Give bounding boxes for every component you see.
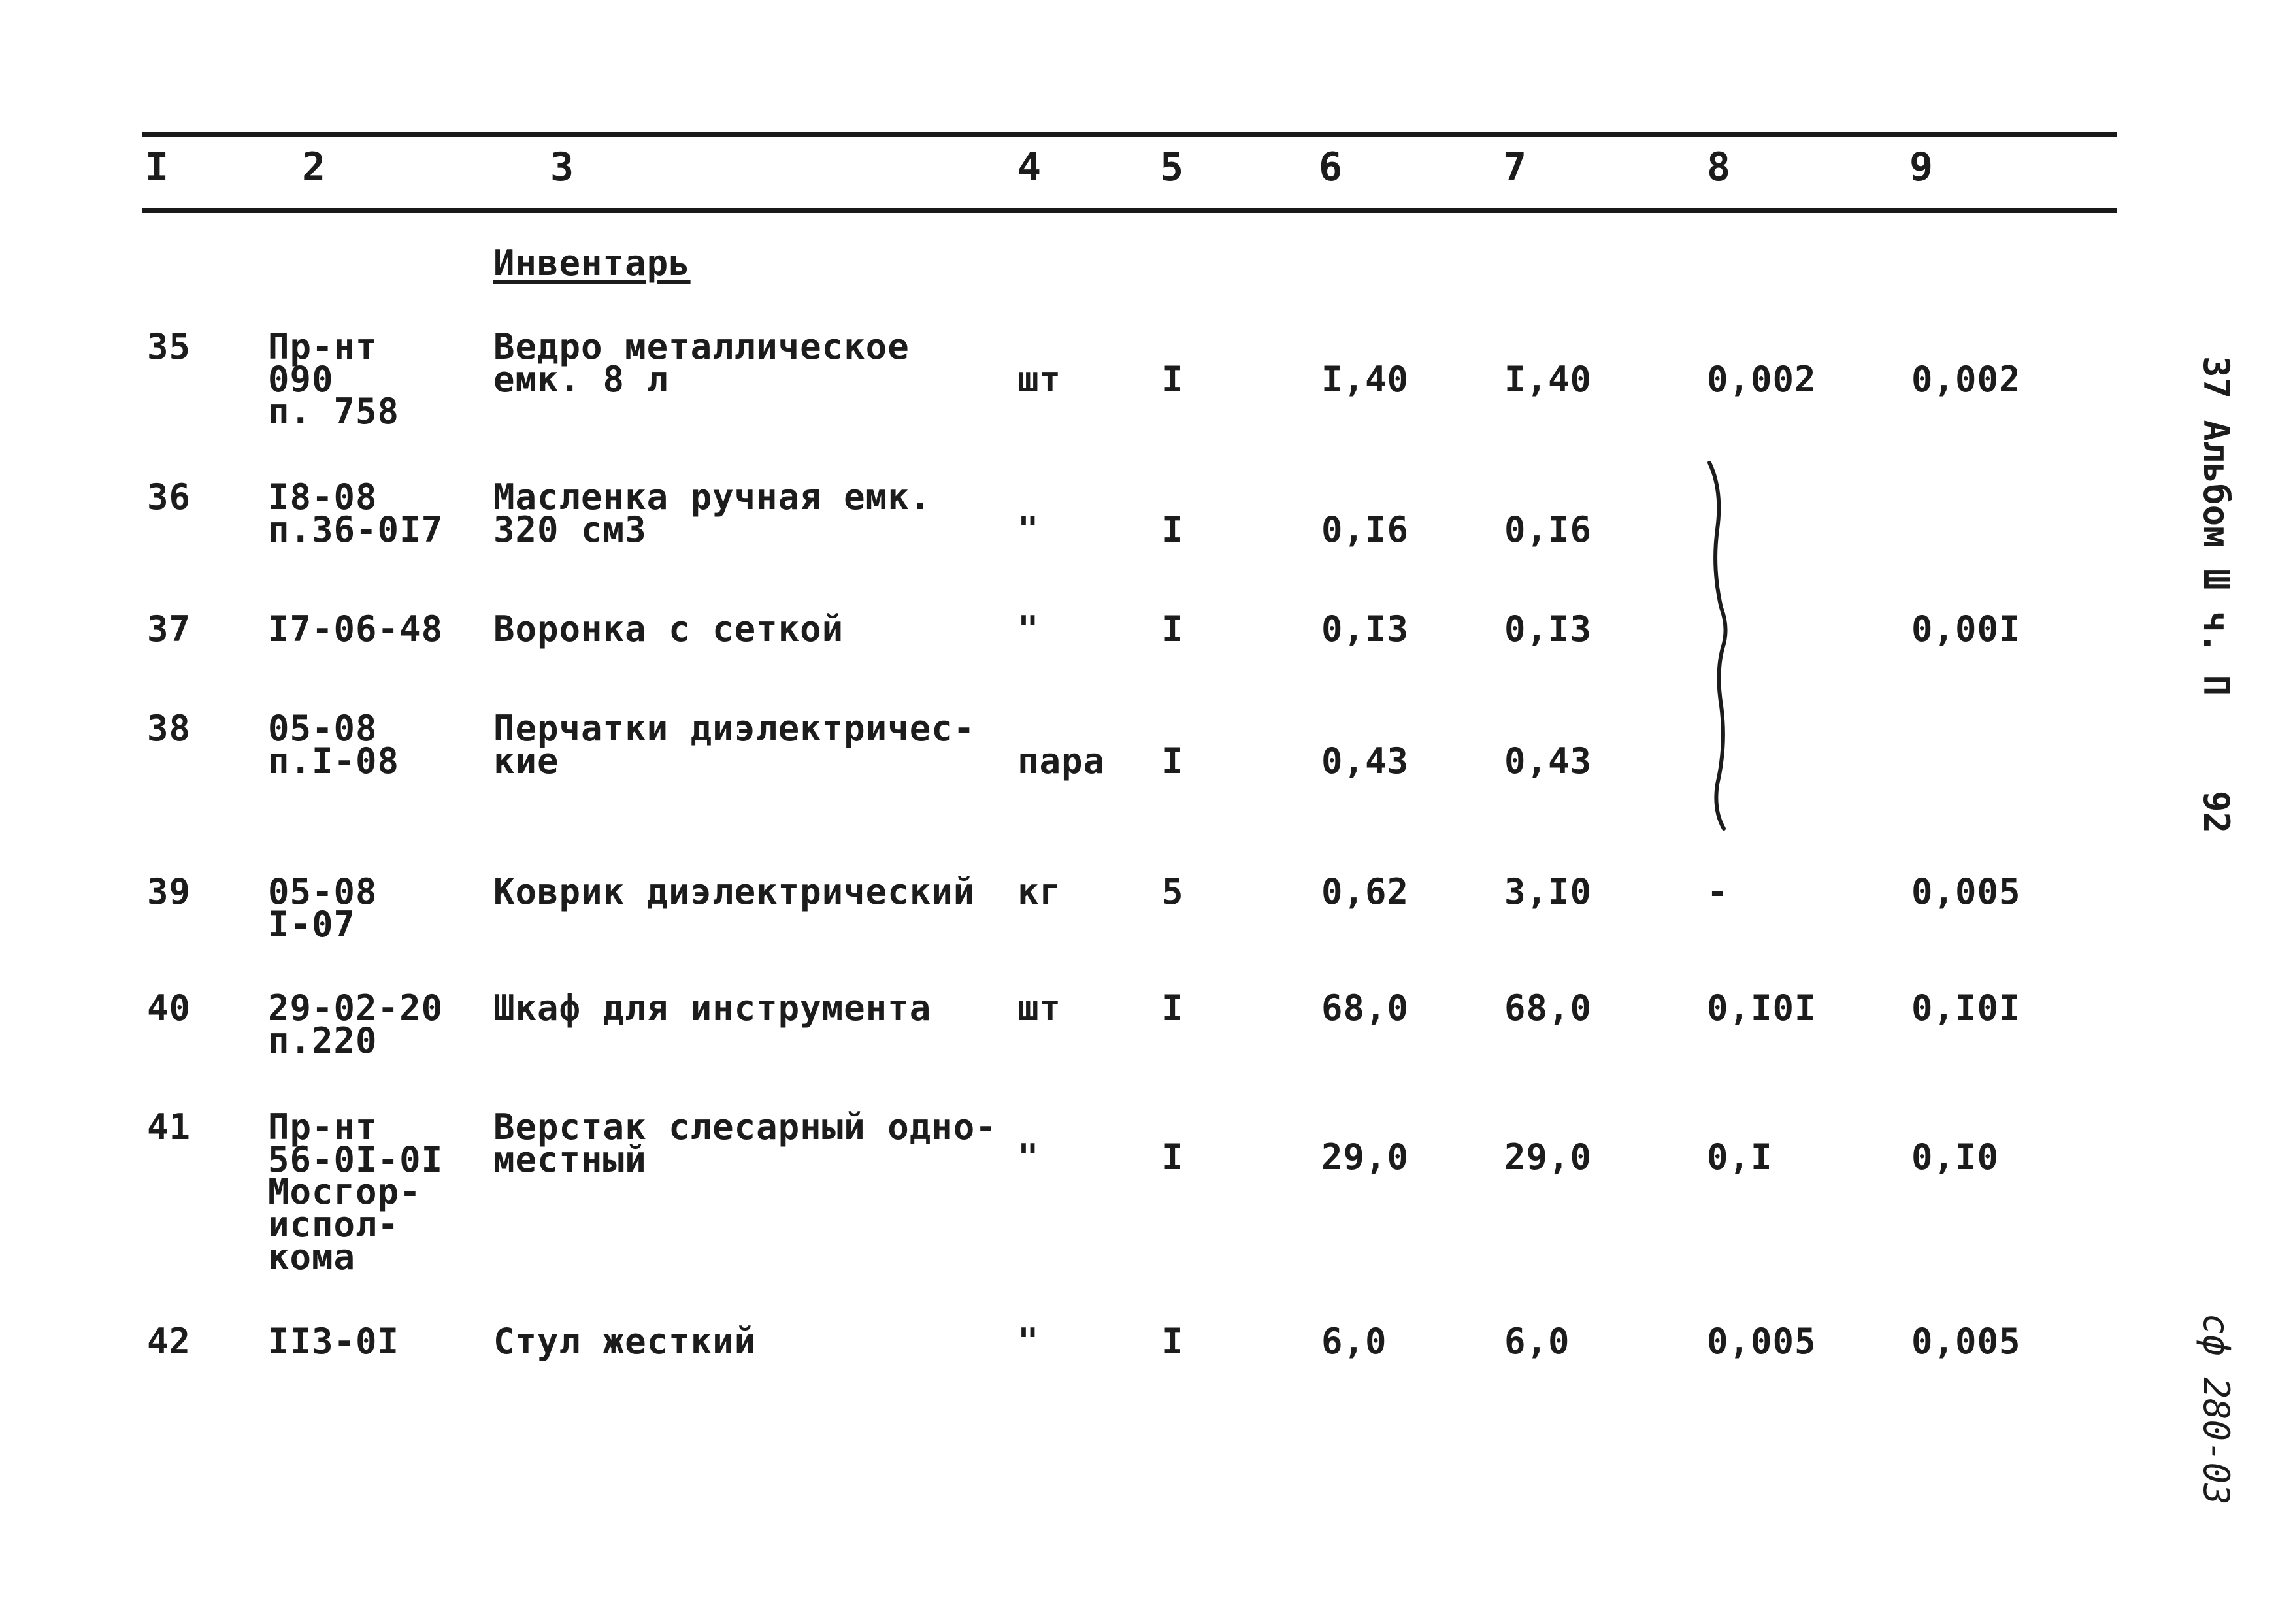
row-36-price: 0,I6 [1321, 509, 1410, 550]
row-39-name: Коврик диэлектрический [493, 871, 976, 912]
row-37-qty: I [1162, 608, 1184, 650]
margin-album-label: 37 Альбом Ш ч. П [2196, 356, 2237, 697]
row-38-qty: I [1162, 740, 1184, 782]
row-36-code: I8-08 п.36-0I7 [268, 476, 444, 550]
row-37-code: I7-06-48 [268, 608, 444, 650]
row-40-name: Шкаф для инструмента [493, 987, 932, 1029]
row-39-unit: кг [1017, 871, 1062, 912]
row-42-no: 42 [147, 1321, 191, 1362]
row-38-name: Перчатки диэлектричес- кие [493, 708, 976, 782]
row-41-qty: I [1162, 1136, 1184, 1178]
row-37-name: Воронка с сеткой [493, 608, 844, 650]
row-40-price: 68,0 [1321, 987, 1410, 1029]
column-header-2: 2 [302, 144, 326, 190]
row-35-name: Ведро металлическое емк. 8 л [493, 326, 910, 400]
row-38-code: 05-08 п.I-08 [268, 708, 400, 782]
row-37-no: 37 [147, 608, 191, 650]
margin-doc-code: сф 280-03 [2196, 1314, 2237, 1505]
row-39-code: 05-08 I-07 [268, 871, 378, 945]
top-rule [142, 132, 2117, 137]
row-37-col9: 0,00I [1911, 608, 2021, 650]
row-42-col8: 0,005 [1707, 1321, 1817, 1362]
row-42-unit: " [1017, 1321, 1040, 1362]
row-41-unit: " [1017, 1136, 1040, 1178]
row-42-col9: 0,005 [1911, 1321, 2021, 1362]
row-37-unit: " [1017, 608, 1040, 650]
header-rule [142, 208, 2117, 213]
row-39-total: 3,I0 [1504, 871, 1592, 912]
row-42-name: Стул жесткий [493, 1321, 757, 1362]
row-38-total: 0,43 [1504, 740, 1592, 782]
row-35-no: 35 [147, 326, 191, 367]
row-41-name: Верстак слесарный одно- местный [493, 1106, 997, 1180]
row-39-price: 0,62 [1321, 871, 1410, 912]
row-36-total: 0,I6 [1504, 509, 1592, 550]
row-36-qty: I [1162, 509, 1184, 550]
row-41-col9: 0,I0 [1911, 1136, 2000, 1178]
row-38-unit: пара [1017, 740, 1106, 782]
row-39-col8: - [1707, 871, 1729, 912]
row-42-qty: I [1162, 1321, 1184, 1362]
row-39-col9: 0,005 [1911, 871, 2021, 912]
row-35-col9: 0,002 [1911, 359, 2021, 400]
column-header-1: I [145, 144, 169, 190]
row-41-no: 41 [147, 1106, 191, 1148]
row-35-col8: 0,002 [1707, 359, 1817, 400]
row-40-code: 29-02-20 п.220 [268, 987, 444, 1061]
row-35-total: I,40 [1504, 359, 1592, 400]
row-40-qty: I [1162, 987, 1184, 1029]
row-39-qty: 5 [1162, 871, 1184, 912]
row-38-no: 38 [147, 708, 191, 749]
row-40-col9: 0,I0I [1911, 987, 2021, 1029]
row-41-price: 29,0 [1321, 1136, 1410, 1178]
row-35-price: I,40 [1321, 359, 1410, 400]
row-41-total: 29,0 [1504, 1136, 1592, 1178]
column-header-8: 8 [1707, 144, 1731, 190]
row-42-code: II3-0I [268, 1321, 400, 1362]
row-37-price: 0,I3 [1321, 608, 1410, 650]
column-header-9: 9 [1909, 144, 1934, 190]
row-36-name: Масленка ручная емк. 320 см3 [493, 476, 932, 550]
column-header-4: 4 [1017, 144, 1042, 190]
row-40-total: 68,0 [1504, 987, 1592, 1029]
row-42-total: 6,0 [1504, 1321, 1570, 1362]
column-header-7: 7 [1503, 144, 1527, 190]
row-38-price: 0,43 [1321, 740, 1410, 782]
row-36-no: 36 [147, 476, 191, 518]
row-35-qty: I [1162, 359, 1184, 400]
row-37-total: 0,I3 [1504, 608, 1592, 650]
row-40-no: 40 [147, 987, 191, 1029]
row-41-code: Пр-нт 56-0I-0I Мосгор- испол- кома [268, 1106, 444, 1278]
row-41-col8: 0,I [1707, 1136, 1773, 1178]
row-40-unit: шт [1017, 987, 1062, 1029]
row-35-unit: шт [1017, 359, 1062, 400]
column-header-3: 3 [550, 144, 574, 190]
brace-mark [1698, 457, 1737, 833]
column-header-5: 5 [1160, 144, 1184, 190]
section-title: Инвентарь [493, 242, 691, 284]
row-40-col8: 0,I0I [1707, 987, 1817, 1029]
column-header-6: 6 [1319, 144, 1343, 190]
row-42-price: 6,0 [1321, 1321, 1387, 1362]
row-39-no: 39 [147, 871, 191, 912]
row-35-code: Пр-нт 090 п. 758 [268, 326, 400, 433]
row-36-unit: " [1017, 509, 1040, 550]
margin-page-number: 92 [2196, 791, 2237, 834]
